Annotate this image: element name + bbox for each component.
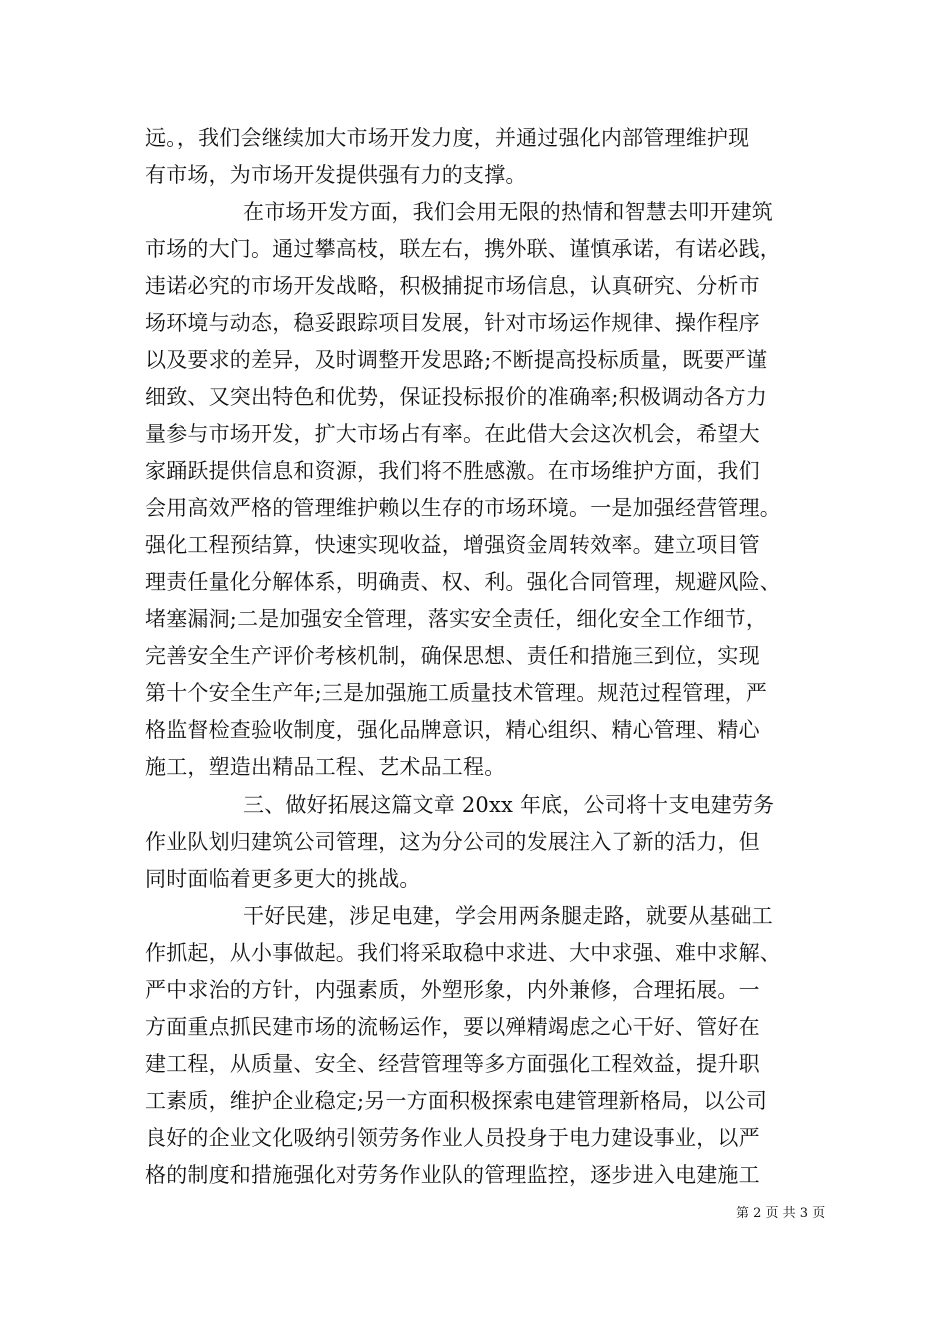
text-line: 方面重点抓民建市场的流畅运作，要以殚精竭虑之心干好、管好在 xyxy=(145,1015,760,1039)
text-line: 远。，我们会继续加大市场开发力度，并通过强化内部管理维护现 xyxy=(145,126,750,150)
text-line: 家踊跃提供信息和资源，我们将不胜感激。在市场维护方面，我们 xyxy=(145,459,760,483)
text-line: 工素质，维护企业稳定;另一方面积极探索电建管理新格局，以公司 xyxy=(145,1089,768,1113)
text-line: 格的制度和措施强化对劳务作业队的管理监控，逐步进入电建施工 xyxy=(145,1163,760,1187)
text-line: 有市场，为市场开发提供强有力的支撑。 xyxy=(145,163,527,187)
text-line: 场环境与动态，稳妥跟踪项目发展，针对市场运作规律、操作程序 xyxy=(145,311,760,335)
text-line: 建工程，从质量、安全、经营管理等多方面强化工程效益，提升职 xyxy=(145,1052,760,1076)
text-line: 细致、又突出特色和优势，保证投标报价的准确率;积极调动各方力 xyxy=(145,385,768,409)
text-line: 市场的大门。通过攀高枝，联左右，携外联、谨慎承诺，有诺必践， xyxy=(145,237,781,261)
text-line: 三、做好拓展这篇文章 20xx 年底，公司将十支电建劳务 xyxy=(243,793,775,817)
text-line: 干好民建，涉足电建，学会用两条腿走路，就要从基础工 xyxy=(243,904,773,928)
text-line: 违诺必究的市场开发战略，积极捕捉市场信息，认真研究、分析市 xyxy=(145,274,760,298)
text-line: 会用高效严格的管理维护赖以生存的市场环境。一是加强经营管理。 xyxy=(145,496,781,520)
text-line: 良好的企业文化吸纳引领劳务作业人员投身于电力建设事业，以严 xyxy=(145,1126,760,1150)
text-line: 作业队划归建筑公司管理，这为分公司的发展注入了新的活力，但 xyxy=(145,830,760,854)
text-line: 在市场开发方面，我们会用无限的热情和智慧去叩开建筑 xyxy=(243,200,773,224)
text-line: 严中求治的方针，内强素质，外塑形象，内外兼修，合理拓展。一 xyxy=(145,978,760,1002)
text-line: 格监督检查验收制度，强化品牌意识，精心组织、精心管理、精心 xyxy=(145,718,760,742)
text-line: 完善安全生产评价考核机制，确保思想、责任和措施三到位，实现 xyxy=(145,644,760,668)
text-line: 理责任量化分解体系，明确责、权、利。强化合同管理，规避风险、 xyxy=(145,570,781,594)
text-line: 第十个安全生产年;三是加强施工质量技术管理。规范过程管理，严 xyxy=(145,681,768,705)
text-line: 以及要求的差异，及时调整开发思路;不断提高投标质量，既要严谨 xyxy=(145,348,768,372)
page-number-footer: 第 2 页 共 3 页 xyxy=(736,1206,826,1221)
text-line: 同时面临着更多更大的挑战。 xyxy=(145,867,421,891)
text-line: 堵塞漏洞;二是加强安全管理，落实安全责任，细化安全工作细节， xyxy=(145,607,768,631)
text-line: 量参与市场开发，扩大市场占有率。在此借大会这次机会，希望大 xyxy=(145,422,760,446)
text-line: 施工，塑造出精品工程、艺术品工程。 xyxy=(145,755,506,779)
text-line: 作抓起，从小事做起。我们将采取稳中求进、大中求强、难中求解、 xyxy=(145,941,781,965)
text-line: 强化工程预结算，快速实现收益，增强资金周转效率。建立项目管 xyxy=(145,533,760,557)
